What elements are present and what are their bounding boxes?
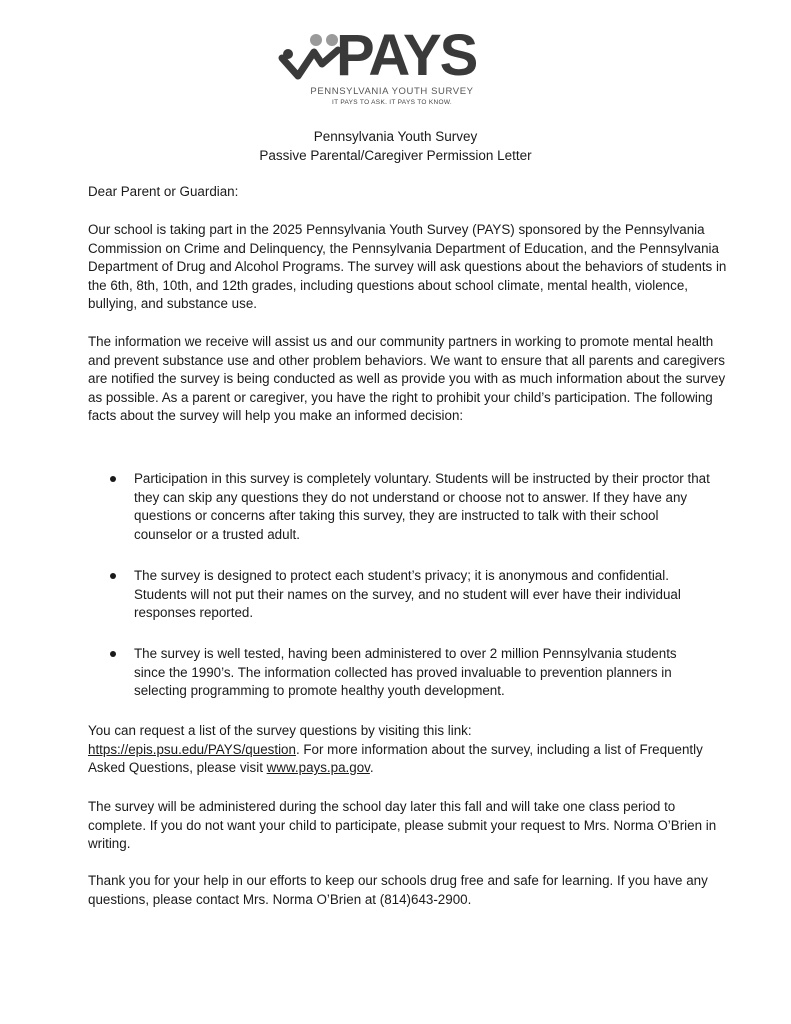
- pays-logo: [278, 24, 508, 114]
- paragraph-thanks: Thank you for your help in our efforts to keep our schools drug free and safe for learning. If you have any questions, please contact Mrs. Norma O’Brien at (814)643-2900.: [88, 873, 708, 907]
- bullet-icon: [110, 573, 116, 579]
- links-middle-text: . For more information about the survey, including a list of Frequently Asked Questions, please visit: [88, 741, 703, 775]
- pays-figures-icon: [278, 30, 342, 86]
- paragraph-intro: Our school is taking part in the 2025 Pennsylvania Youth Survey (PAYS) sponsored by the Pennsylvania Commission on Crime and Delinquency, the Pennsylvania Department of Education, and the Pennsylvania Department of Drug and Alcohol Programs. The survey will ask questions about the behaviors of students in the 6th, 8th, 10th, and 12th grades, including questions about school climate, mental health, violence, bullying, and substance use.: [88, 222, 727, 311]
- bullet-icon: [110, 476, 116, 482]
- paragraph-administration: The survey will be administered during the school day later this fall and will take one class period to complete. If you do not want your child to participate, please submit your request to Mrs. Norma O’Brien in writing.: [88, 799, 717, 851]
- logo-subtitle: PENNSYLVANIA YOUTH SURVEY: [310, 86, 474, 97]
- paragraph-links: [88, 722, 728, 778]
- list-item: [110, 567, 710, 623]
- links-end-text: .: [369, 760, 374, 775]
- survey-questions-link[interactable]: https://epis.psu.edu/PAYS/question: [88, 741, 296, 757]
- bullet-icon: [110, 651, 116, 657]
- fact-list-3: [110, 645, 710, 701]
- logo-wordmark: PAYS: [336, 23, 477, 88]
- fact-list-1: [110, 470, 710, 544]
- fact-list-2: [110, 567, 710, 623]
- letter-subtitle: Passive Parental/Caregiver Permission Letter: [259, 148, 532, 163]
- letter-title: Pennsylvania Youth Survey: [313, 129, 478, 144]
- list-item: [110, 645, 710, 701]
- bullet-text: The survey is designed to protect each student’s privacy; it is anonymous and confidential. Students will not put their names on the survey, and no student will ever have their individual responses reported.: [134, 568, 681, 620]
- greeting: Dear Parent or Guardian:: [88, 184, 239, 199]
- logo-tagline: IT PAYS TO ASK. IT PAYS TO KNOW.: [331, 99, 453, 106]
- links-intro-text: You can request a list of the survey questions by visiting this link:: [88, 723, 472, 738]
- list-item: [110, 470, 710, 544]
- bullet-text: Participation in this survey is completely voluntary. Students will be instructed by their proctor that they can skip any questions they do not understand or choose not to answer. If they have any questions or concerns after taking this survey, they are instructed to talk with their school counselor or a trusted adult.: [134, 471, 710, 542]
- pays-website-link[interactable]: www.pays.pa.gov: [266, 760, 370, 775]
- paragraph-purpose: The information we receive will assist us and our community partners in working to promote mental health and prevent substance use and other problem behaviors. We want to ensure that all parents and caregivers are notified the survey is being conducted as well as provide you with as much information about the survey as possible. As a parent or caregiver, you have the right to prohibit your child’s participation. The following facts about the survey will help you make an informed decision:: [88, 334, 726, 423]
- bullet-text: The survey is well tested, having been administered to over 2 million Pennsylvania students since the 1990’s. The information collected has proved invaluable to prevention planners in selecting programming to promote healthy youth development.: [134, 646, 677, 698]
